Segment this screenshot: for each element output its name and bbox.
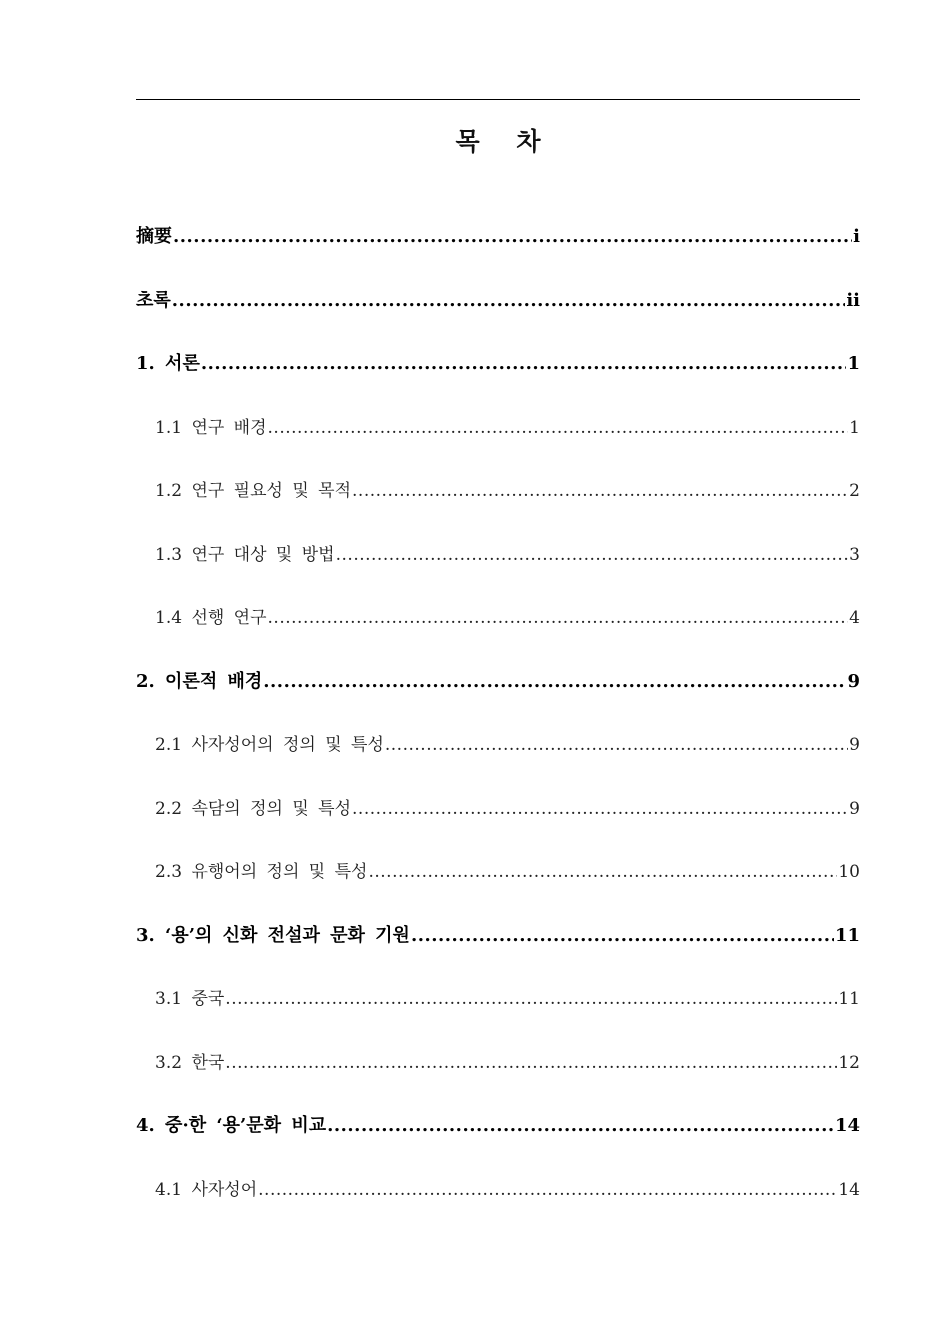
toc-subentry[interactable]: [136, 980, 860, 1044]
dot-leader: [368, 862, 837, 882]
toc-page-number: 11: [838, 989, 860, 1009]
toc-page-number: 12: [838, 1052, 860, 1073]
top-rule: [136, 99, 860, 100]
toc-entry-text: 2. 이론적 배경: [136, 670, 263, 692]
dot-leader: [352, 481, 848, 501]
dot-leader: [225, 989, 837, 1009]
toc-page-number: 3: [849, 544, 860, 565]
toc-subentry[interactable]: [136, 536, 860, 600]
toc-page-number: 2: [849, 481, 860, 501]
toc-page-number: 1: [849, 417, 860, 438]
toc-entry-text: 2.1 사자성어의 정의 및 특성: [155, 735, 384, 755]
toc-subentry[interactable]: [136, 409, 860, 473]
toc-page-number: 9: [849, 735, 860, 755]
toc-page-number: 4: [849, 608, 860, 628]
toc-entry-text: 2.2 속담의 정의 및 특성: [155, 798, 352, 819]
toc-entry-text: 4. 중·한 ‘용’문화 비교: [136, 1115, 327, 1136]
toc-entry-text: 1.4 선행 연구: [155, 608, 267, 628]
toc-list: [136, 218, 860, 1234]
dot-leader: [172, 290, 846, 311]
toc-page-number: 10: [838, 862, 860, 882]
toc-page-number: 14: [838, 1179, 860, 1200]
toc-page-number: ii: [846, 289, 860, 311]
toc-entry[interactable]: [136, 663, 860, 727]
dot-leader: [258, 1180, 837, 1200]
dot-leader: [411, 925, 834, 946]
toc-subentry[interactable]: [136, 726, 860, 790]
toc-page-number: 11: [834, 924, 860, 946]
dot-leader: [268, 418, 849, 438]
toc-entry-text: 1.2 연구 필요성 및 목적: [155, 481, 352, 501]
toc-entry-text: 2.3 유행어의 정의 및 특성: [155, 862, 368, 882]
toc-subentry[interactable]: [136, 1171, 860, 1235]
toc-entry-text: 3.1 중국: [155, 989, 225, 1009]
toc-entry[interactable]: [136, 218, 860, 282]
dot-leader: [385, 735, 848, 755]
dot-leader: [173, 226, 852, 247]
toc-page-number: i: [853, 226, 860, 247]
dot-leader: [352, 799, 848, 819]
toc-entry-text: 3. ‘용’의 신화 전설과 문화 기원: [136, 924, 410, 946]
toc-entry-text: 초록: [136, 289, 171, 311]
toc-page-number: 14: [834, 1115, 860, 1136]
dot-leader: [263, 671, 846, 692]
toc-page-number: 1: [847, 353, 860, 374]
dot-leader: [336, 545, 849, 565]
toc-entry-text: 3.2 한국: [155, 1052, 225, 1073]
toc-title: 목 차: [455, 127, 555, 156]
toc-entry-text: 1. 서론: [136, 353, 200, 374]
toc-entry-text: 4.1 사자성어: [155, 1179, 258, 1200]
toc-entry[interactable]: [136, 345, 860, 409]
dot-leader: [268, 608, 849, 628]
toc-subentry[interactable]: [136, 472, 860, 536]
toc-subentry[interactable]: [136, 1044, 860, 1108]
toc-subentry[interactable]: [136, 853, 860, 917]
toc-page-number: 9: [849, 798, 860, 819]
toc-entry-text: 摘要: [136, 226, 172, 247]
dot-leader: [327, 1115, 834, 1136]
toc-entry-text: 1.1 연구 배경: [155, 417, 267, 438]
toc-entry[interactable]: [136, 1107, 860, 1171]
toc-subentry[interactable]: [136, 790, 860, 854]
toc-entry[interactable]: [136, 917, 860, 981]
toc-subentry[interactable]: [136, 599, 860, 663]
dot-leader: [201, 353, 847, 374]
dot-leader: [225, 1053, 837, 1073]
toc-entry-text: 1.3 연구 대상 및 방법: [155, 544, 335, 565]
toc-page-number: 9: [847, 670, 860, 692]
toc-entry[interactable]: [136, 282, 860, 346]
